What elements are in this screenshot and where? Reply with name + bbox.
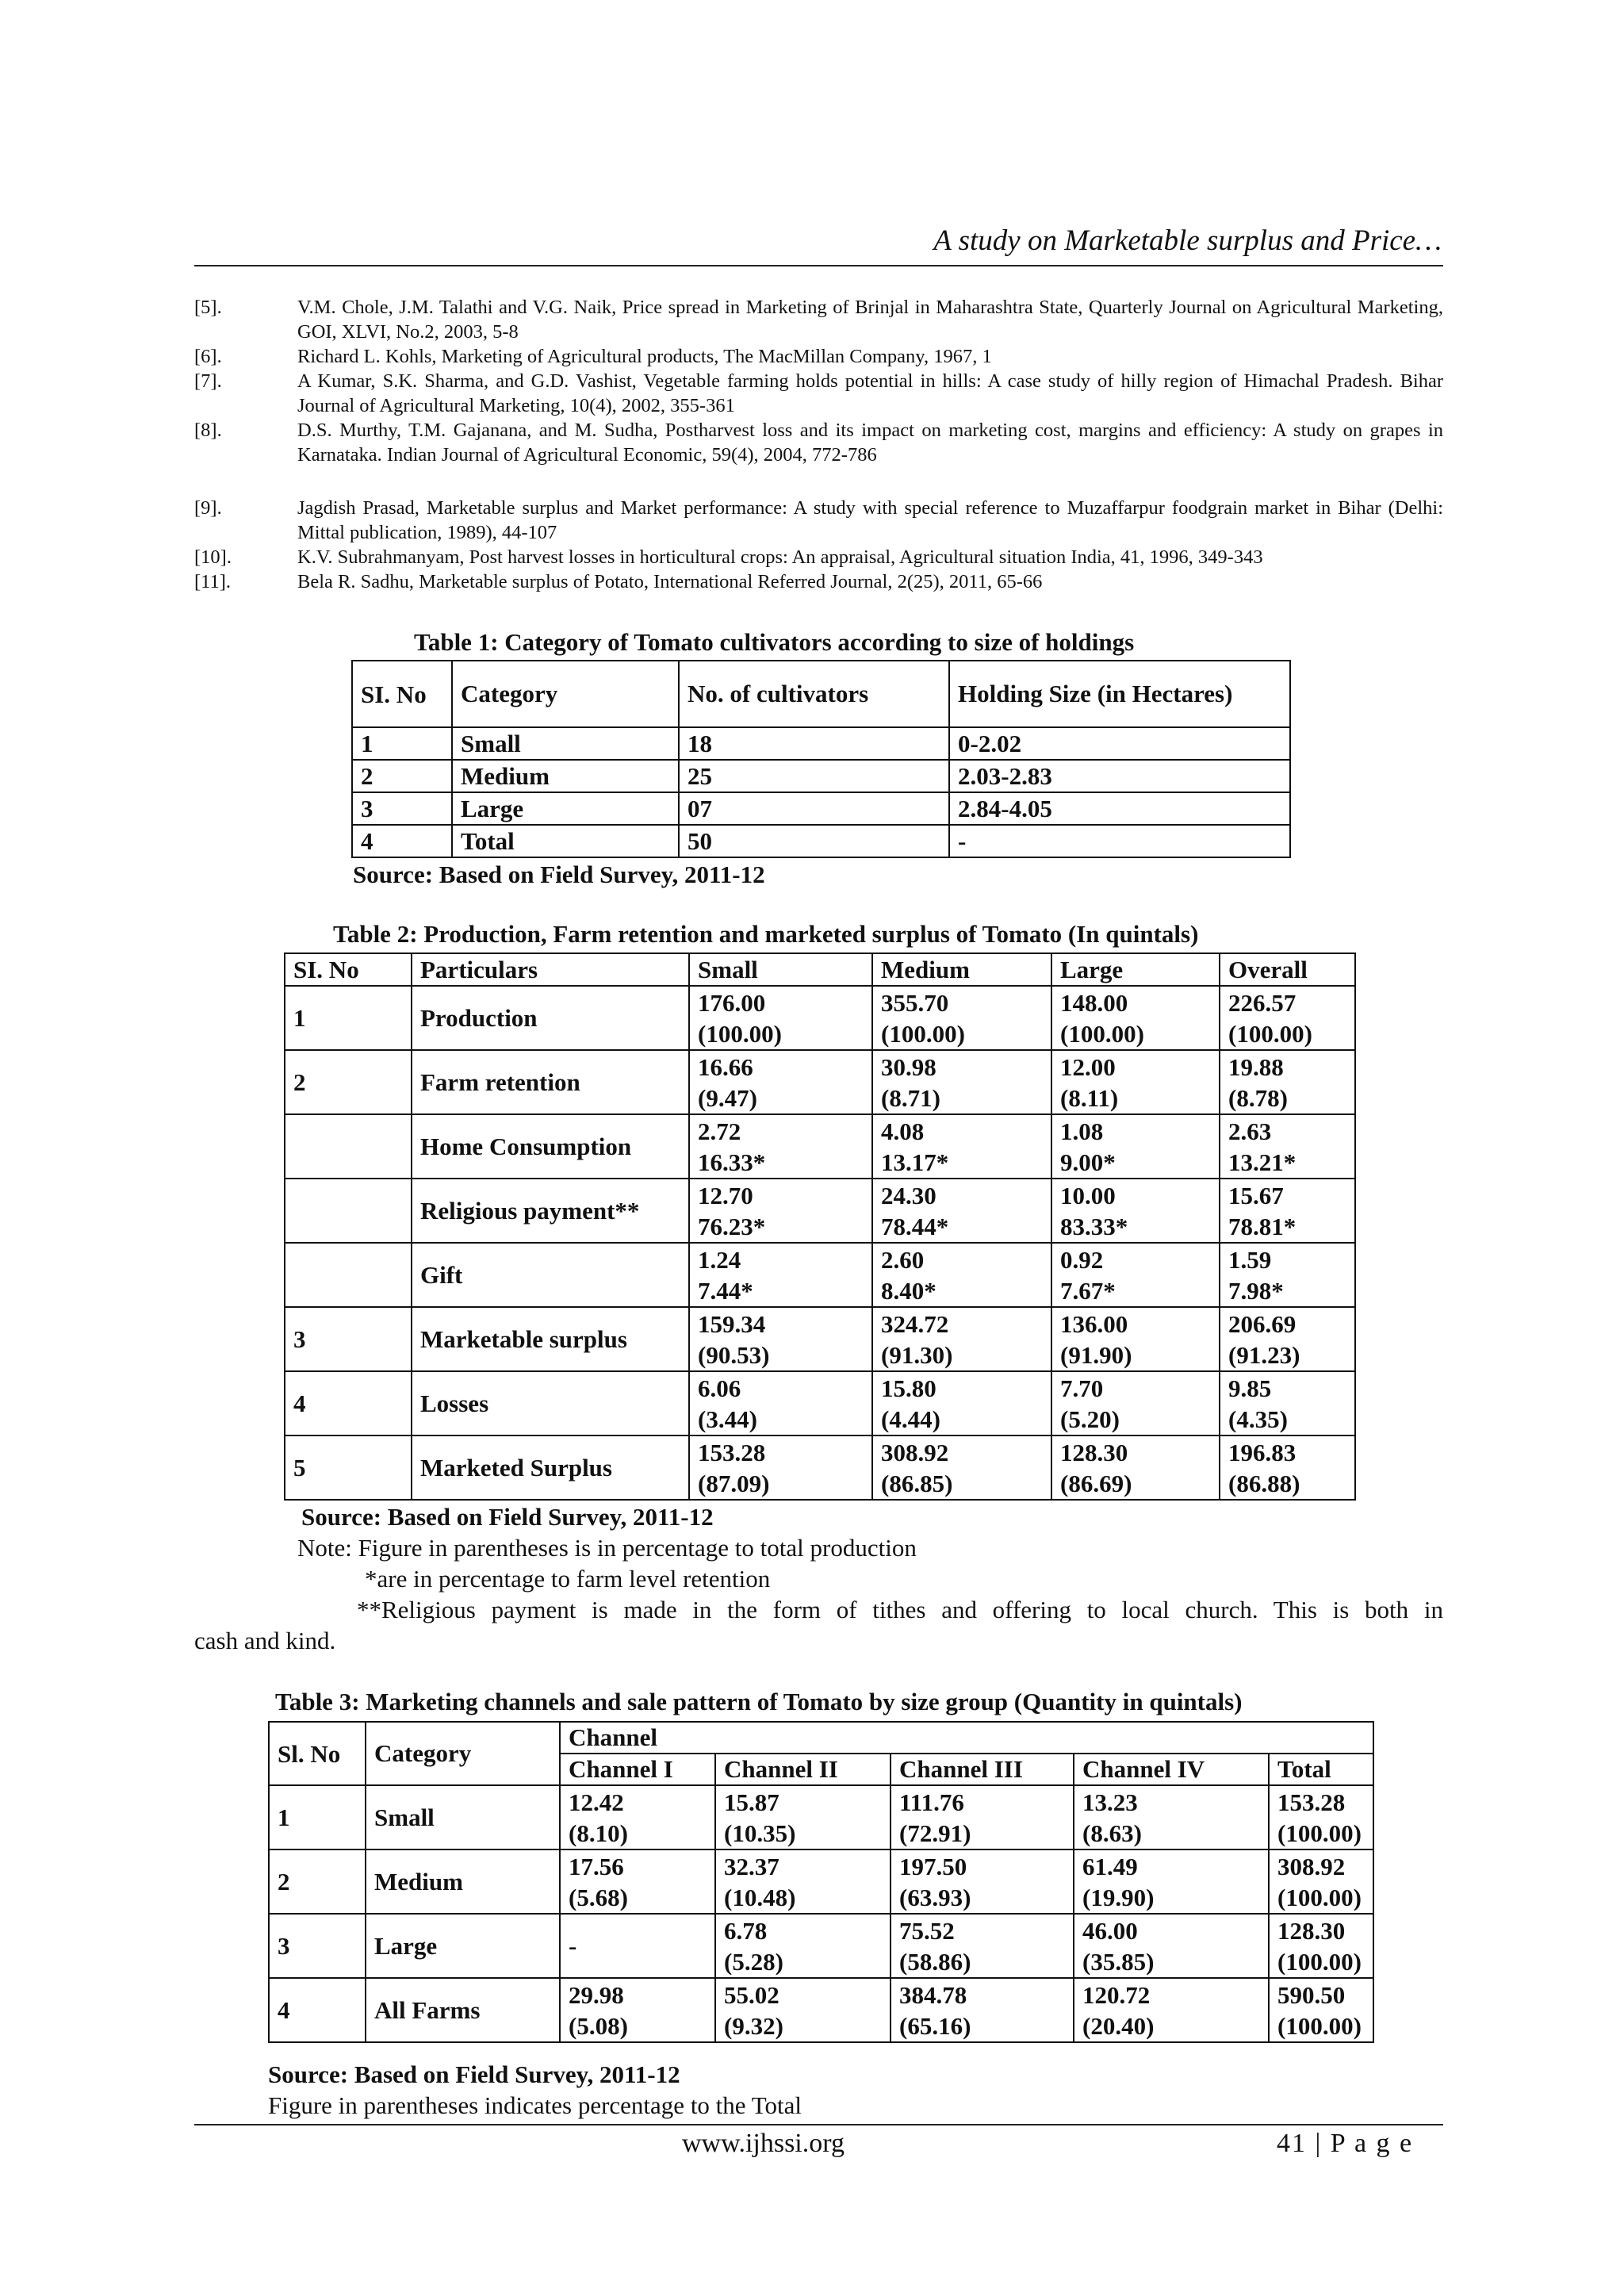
reference-number: [5]. (194, 297, 222, 318)
table3-cell-total-line: 153.28 (1277, 1788, 1346, 1816)
table2-cell-medium-line: 324.72 (881, 1309, 949, 1338)
table3-cell-total-line: (100.00) (1277, 2011, 1362, 2040)
table3-cell-ch1-line: (8.10) (569, 1819, 628, 1847)
table2-cell-large (1051, 1371, 1220, 1435)
table3-cell-ch2 (715, 1978, 891, 2042)
reference-item (194, 496, 1443, 545)
table1-header-cultivators: No. of cultivators (679, 661, 949, 727)
table2-cell-overall (1220, 1371, 1355, 1435)
reference-number: [11]. (194, 571, 232, 592)
table-row (352, 760, 1290, 792)
footer-website: www.ijhssi.org (682, 2129, 845, 2158)
table3-cell-ch4-line: (19.90) (1082, 1883, 1155, 1911)
table2-cell-particulars: Losses (412, 1371, 689, 1435)
table2-cell-large-line: 7.67* (1060, 1276, 1116, 1305)
table3-cell-ch1 (560, 1978, 715, 2042)
table2-cell-medium-line: (4.44) (881, 1405, 940, 1433)
table2-cell-large-line: 1.08 (1060, 1117, 1104, 1145)
table2-cell-large-line: 128.30 (1060, 1438, 1128, 1466)
table1-cell-category: Medium (452, 760, 679, 792)
table3-cell-ch4-line: 61.49 (1082, 1852, 1138, 1880)
table2-note-asterisk: *are in percentage to farm level retention (365, 1565, 771, 1593)
table2-cell-overall (1220, 1307, 1355, 1371)
table2-note-parentheses: Note: Figure in parentheses is in percentage to total production (297, 1534, 917, 1562)
table2-cell-large-line: 0.92 (1060, 1245, 1104, 1274)
table3-cell-sl: 4 (269, 1978, 366, 2042)
reference-number: [6]. (194, 346, 222, 367)
table2-cell-medium (872, 1114, 1051, 1179)
table3-cell-total-line: 590.50 (1277, 1980, 1346, 2009)
table3-cell-ch4-line: (35.85) (1082, 1947, 1155, 1976)
table2-cell-sl: 3 (285, 1307, 412, 1371)
table-row (285, 1307, 1355, 1371)
table2-cell-small-line: 7.44* (698, 1276, 753, 1305)
table3-cell-ch1-line: (5.68) (569, 1883, 628, 1911)
table3-cell-ch3-line: 111.76 (899, 1788, 964, 1816)
table3-cell-ch3-line: (65.16) (899, 2011, 971, 2040)
table-row (269, 1849, 1373, 1914)
reference-text: A Kumar, S.K. Sharma, and G.D. Vashist, Vegetable farming holds potential in hills: A case study of hilly region of Himachal Pradesh. Bihar Journal of Agricultural Marketing, 10(4), 2002, 355-361 (297, 370, 1443, 416)
table2-cell-small-line: (9.47) (698, 1083, 757, 1112)
table2-cell-small-line: 16.33* (698, 1148, 766, 1176)
table2-cell-medium (872, 1371, 1051, 1435)
table3-cell-ch2-line: 6.78 (724, 1916, 768, 1945)
table2-cell-particulars: Marketable surplus (412, 1307, 689, 1371)
table2-cell-particulars: Religious payment** (412, 1179, 689, 1243)
table3-header-channel: Channel (560, 1722, 1373, 1754)
table1-caption: Table 1: Category of Tomato cultivators according to size of holdings (414, 628, 1135, 656)
table1-cell-sl: 4 (352, 825, 452, 857)
table1 (351, 660, 1291, 858)
table2-cell-large-line: 148.00 (1060, 988, 1128, 1017)
reference-text: V.M. Chole, J.M. Talathi and V.G. Naik, Price spread in Marketing of Brinjal in Maharashtra State, Quarterly Journal on Agricultural Marketing, GOI, XLVI, No.2, 2003, 5-8 (297, 297, 1443, 343)
table3-cell-ch3-line: 384.78 (899, 1980, 967, 2009)
table-row (352, 727, 1290, 760)
table3-cell-ch2-line: (5.28) (724, 1947, 783, 1976)
table3-cell-ch2-line: (9.32) (724, 2011, 783, 2040)
table1-header-row (352, 661, 1290, 727)
table2-cell-small-line: 76.23* (698, 1212, 766, 1240)
table2-cell-large (1051, 1243, 1220, 1307)
table3-header-category: Category (366, 1722, 560, 1785)
table2-cell-overall-line: 2.63 (1228, 1117, 1272, 1145)
table2-cell-small-line: (87.09) (698, 1469, 770, 1497)
header-rule (194, 265, 1443, 266)
table2-cell-overall (1220, 1243, 1355, 1307)
table3-cell-total (1269, 1914, 1373, 1978)
table2-cell-large-line: 83.33* (1060, 1212, 1128, 1240)
table2-cell-large-line: 9.00* (1060, 1148, 1116, 1176)
table3-cell-sl: 3 (269, 1914, 366, 1978)
table2-cell-large (1051, 1114, 1220, 1179)
table1-cell-category: Large (452, 792, 679, 825)
reference-number: [10]. (194, 546, 232, 568)
table3-cell-ch3 (891, 1849, 1074, 1914)
table3-header-row-1 (269, 1722, 1373, 1754)
table-row (285, 1435, 1355, 1500)
table2-cell-overall-line: (100.00) (1228, 1019, 1312, 1048)
table3-cell-total-line: 308.92 (1277, 1852, 1346, 1880)
table1-header-sl: SI. No (352, 661, 452, 727)
table3-header-channel-1: Channel I (560, 1754, 715, 1785)
table2-cell-medium-line: 2.60 (881, 1245, 925, 1274)
table2-cell-large-line: 12.00 (1060, 1052, 1116, 1081)
table1-header-holding: Holding Size (in Hectares) (949, 661, 1290, 727)
reference-item (194, 418, 1443, 467)
reference-item (194, 295, 1443, 344)
reference-text: K.V. Subrahmanyam, Post harvest losses in horticultural crops: An appraisal, Agricultural situation India, 41, 1996, 349-343 (297, 546, 1263, 568)
table1-cell-holding: 2.84-4.05 (949, 792, 1290, 825)
table3-cell-sl: 2 (269, 1849, 366, 1914)
table3-note: Figure in parentheses indicates percentage to the Total (268, 2091, 802, 2119)
table-row (352, 792, 1290, 825)
table3-header-sl: Sl. No (269, 1722, 366, 1785)
table1-cell-holding: - (949, 825, 1290, 857)
table3-caption: Table 3: Marketing channels and sale pattern of Tomato by size group (Quantity in quintals) (275, 1688, 1243, 1715)
footer-page-number: 41 | P a g e (1277, 2129, 1414, 2158)
table2-cell-large-line: (5.20) (1060, 1405, 1120, 1433)
table3 (268, 1721, 1374, 2043)
table2-cell-medium-line: 13.17* (881, 1148, 949, 1176)
table2-cell-sl (285, 1243, 412, 1307)
table3-cell-category: All Farms (366, 1978, 560, 2042)
table2-header-sl: SI. No (285, 953, 412, 986)
table2-cell-small (689, 1307, 872, 1371)
table-row (269, 1978, 1373, 2042)
table3-header-channel-3: Channel III (891, 1754, 1074, 1785)
table2-cell-sl: 5 (285, 1435, 412, 1500)
table2-cell-medium-line: 30.98 (881, 1052, 936, 1081)
table2-caption: Table 2: Production, Farm retention and marketed surplus of Tomato (In quintals) (333, 920, 1199, 948)
table2-cell-medium-line: (86.85) (881, 1469, 953, 1497)
table2-cell-overall-line: 206.69 (1228, 1309, 1297, 1338)
table3-cell-ch3-line: (72.91) (899, 1819, 971, 1847)
table2-cell-overall (1220, 1179, 1355, 1243)
table3-cell-category: Large (366, 1914, 560, 1978)
table2-cell-small (689, 986, 872, 1050)
table1-cell-holding: 0-2.02 (949, 727, 1290, 760)
reference-item (194, 369, 1443, 418)
table2-cell-small (689, 1435, 872, 1500)
table1-header-category: Category (452, 661, 679, 727)
table2-cell-medium-line: 8.40* (881, 1276, 936, 1305)
table-row (285, 986, 1355, 1050)
reference-text: Richard L. Kohls, Marketing of Agricultural products, The MacMillan Company, 1967, 1 (297, 346, 992, 367)
table2-cell-overall (1220, 1114, 1355, 1179)
table2-cell-medium (872, 1435, 1051, 1500)
table3-cell-total (1269, 1978, 1373, 2042)
table2-cell-medium-line: 4.08 (881, 1117, 925, 1145)
table2-cell-overall-line: (86.88) (1228, 1469, 1300, 1497)
table2-header-particulars: Particulars (412, 953, 689, 986)
table3-cell-ch4 (1074, 1785, 1269, 1849)
table2-cell-large (1051, 1307, 1220, 1371)
table3-cell-ch3-line: 75.52 (899, 1916, 955, 1945)
table2-cell-small-line: 16.66 (698, 1052, 753, 1081)
footer-rule (194, 2124, 1443, 2125)
reference-number: [8]. (194, 420, 222, 441)
table2-cell-medium (872, 1243, 1051, 1307)
table3-header-channel-4: Channel IV (1074, 1754, 1269, 1785)
table3-cell-ch2-line: (10.35) (724, 1819, 796, 1847)
table3-cell-sl: 1 (269, 1785, 366, 1849)
table3-cell-ch2-line: 15.87 (724, 1788, 779, 1816)
table3-cell-ch4 (1074, 1849, 1269, 1914)
table3-cell-ch1-line: (5.08) (569, 2011, 628, 2040)
table-row (285, 1371, 1355, 1435)
table3-cell-ch3 (891, 1914, 1074, 1978)
table2-cell-large (1051, 1050, 1220, 1114)
reference-number: [7]. (194, 370, 222, 392)
table2-cell-overall-line: 226.57 (1228, 988, 1297, 1017)
table-row (285, 1114, 1355, 1179)
table2-cell-medium-line: 24.30 (881, 1181, 936, 1209)
table3-body (269, 1785, 1373, 2042)
table2 (284, 953, 1356, 1501)
table2-cell-large-line: (8.11) (1060, 1083, 1119, 1112)
table-row (285, 1179, 1355, 1243)
table3-header-channel-2: Channel II (715, 1754, 891, 1785)
table2-cell-medium-line: (91.30) (881, 1340, 953, 1369)
table2-cell-overall (1220, 1435, 1355, 1500)
table3-cell-ch2-line: 55.02 (724, 1980, 779, 2009)
table2-cell-small-line: 6.06 (698, 1374, 741, 1402)
reference-text: D.S. Murthy, T.M. Gajanana, and M. Sudha, Postharvest loss and its impact on marketing cost, margins and efficiency: A study on grapes in Karnataka. Indian Journal of Agricultural Economic, 59(4), 2004, 772-786 (297, 420, 1443, 466)
table2-cell-sl: 4 (285, 1371, 412, 1435)
table2-source: Source: Based on Field Survey, 2011-12 (301, 1503, 714, 1531)
table1-cell-sl: 1 (352, 727, 452, 760)
table2-cell-medium (872, 1179, 1051, 1243)
table2-cell-large-line: (86.69) (1060, 1469, 1132, 1497)
table2-cell-overall-line: 15.67 (1228, 1181, 1284, 1209)
table2-cell-overall (1220, 986, 1355, 1050)
table2-cell-medium-line: (100.00) (881, 1019, 965, 1048)
table-row (269, 1785, 1373, 1849)
table3-cell-ch2 (715, 1914, 891, 1978)
table-row (269, 1914, 1373, 1978)
table2-header-small: Small (689, 953, 872, 986)
table3-cell-ch2-line: 32.37 (724, 1852, 779, 1880)
table2-header-row (285, 953, 1355, 986)
table3-cell-total (1269, 1849, 1373, 1914)
table2-cell-particulars: Gift (412, 1243, 689, 1307)
table3-cell-total-line: 128.30 (1277, 1916, 1346, 1945)
table2-note-cash-kind: cash and kind. (194, 1627, 336, 1654)
table3-header-total: Total (1269, 1754, 1373, 1785)
table3-cell-ch4-line: 13.23 (1082, 1788, 1138, 1816)
table2-cell-large (1051, 1179, 1220, 1243)
table2-cell-particulars: Home Consumption (412, 1114, 689, 1179)
table2-cell-small (689, 1114, 872, 1179)
table1-cell-cultivators: 25 (679, 760, 949, 792)
table2-cell-small-line: (3.44) (698, 1405, 757, 1433)
table3-cell-ch4-line: 120.72 (1082, 1980, 1151, 2009)
table3-cell-total-line: (100.00) (1277, 1883, 1362, 1911)
table2-cell-small-line: (100.00) (698, 1019, 782, 1048)
table2-cell-particulars: Farm retention (412, 1050, 689, 1114)
table2-cell-small (689, 1371, 872, 1435)
table1-cell-holding: 2.03-2.83 (949, 760, 1290, 792)
table1-cell-category: Small (452, 727, 679, 760)
table2-cell-overall-line: 78.81* (1228, 1212, 1297, 1240)
table2-cell-large-line: 7.70 (1060, 1374, 1104, 1402)
table2-cell-medium (872, 986, 1051, 1050)
running-header-title: A study on Marketable surplus and Price… (933, 224, 1442, 257)
table3-cell-ch4 (1074, 1914, 1269, 1978)
table2-cell-small (689, 1179, 872, 1243)
table2-cell-small-line: (90.53) (698, 1340, 770, 1369)
table2-note-religious: **Religious payment is made in the form of tithes and offering to local church. This is both in (357, 1596, 1443, 1623)
table3-cell-total (1269, 1785, 1373, 1849)
table2-cell-medium-line: 355.70 (881, 988, 949, 1017)
table2-cell-sl (285, 1114, 412, 1179)
table1-cell-sl: 2 (352, 760, 452, 792)
table2-cell-large-line: 136.00 (1060, 1309, 1128, 1338)
table2-cell-overall-line: 1.59 (1228, 1245, 1272, 1274)
table3-cell-ch4-line: (8.63) (1082, 1819, 1142, 1847)
table3-cell-ch1-line: 12.42 (569, 1788, 624, 1816)
table1-cell-sl: 3 (352, 792, 452, 825)
table3-cell-category: Small (366, 1785, 560, 1849)
table2-cell-sl: 2 (285, 1050, 412, 1114)
reference-item (194, 545, 1443, 569)
table3-cell-ch3-line: 197.50 (899, 1852, 967, 1880)
table1-cell-category: Total (452, 825, 679, 857)
table3-cell-category: Medium (366, 1849, 560, 1914)
table2-cell-large-line: (91.90) (1060, 1340, 1132, 1369)
table2-header-overall: Overall (1220, 953, 1355, 986)
table3-cell-total-line: (100.00) (1277, 1819, 1362, 1847)
table-row (285, 1243, 1355, 1307)
table2-cell-large-line: (100.00) (1060, 1019, 1144, 1048)
table3-cell-ch1-line: 29.98 (569, 1980, 624, 2009)
table2-cell-overall-line: 19.88 (1228, 1052, 1284, 1081)
reference-item (194, 569, 1443, 594)
table2-cell-overall-line: 196.83 (1228, 1438, 1297, 1466)
table2-cell-large-line: 10.00 (1060, 1181, 1116, 1209)
table3-cell-ch3-line: (58.86) (899, 1947, 971, 1976)
table-row (352, 825, 1290, 857)
table3-cell-ch2-line: (10.48) (724, 1883, 796, 1911)
table2-cell-medium-line: (8.71) (881, 1083, 940, 1112)
table3-cell-ch3 (891, 1785, 1074, 1849)
table2-notes (194, 1532, 1443, 1656)
table2-cell-small (689, 1050, 872, 1114)
table2-cell-medium-line: 78.44* (881, 1212, 949, 1240)
table2-cell-medium-line: 15.80 (881, 1374, 936, 1402)
table1-cell-cultivators: 50 (679, 825, 949, 857)
table2-header-large: Large (1051, 953, 1220, 986)
table2-cell-overall-line: (8.78) (1228, 1083, 1288, 1112)
table2-cell-small-line: 159.34 (698, 1309, 766, 1338)
table2-cell-small-line: 153.28 (698, 1438, 766, 1466)
table3-cell-total-line: (100.00) (1277, 1947, 1362, 1976)
table2-cell-medium (872, 1307, 1051, 1371)
table2-cell-large (1051, 986, 1220, 1050)
table2-cell-small-line: 176.00 (698, 988, 766, 1017)
table2-cell-small-line: 1.24 (698, 1245, 741, 1274)
table3-cell-ch1 (560, 1849, 715, 1914)
table2-cell-overall-line: (91.23) (1228, 1340, 1300, 1369)
references-list (194, 295, 1443, 594)
table2-cell-overall-line: (4.35) (1228, 1405, 1288, 1433)
table3-cell-ch1-line: - (569, 1932, 577, 1960)
table2-cell-overall-line: 7.98* (1228, 1276, 1284, 1305)
table3-cell-ch3 (891, 1978, 1074, 2042)
table3-cell-ch1 (560, 1914, 715, 1978)
table3-cell-ch2 (715, 1785, 891, 1849)
table2-cell-small-line: 2.72 (698, 1117, 741, 1145)
table2-cell-small-line: 12.70 (698, 1181, 753, 1209)
table2-cell-particulars: Production (412, 986, 689, 1050)
table1-cell-cultivators: 07 (679, 792, 949, 825)
table3-cell-ch3-line: (63.93) (899, 1883, 971, 1911)
table3-cell-ch4 (1074, 1978, 1269, 2042)
table3-cell-ch4-line: 46.00 (1082, 1916, 1138, 1945)
table2-cell-small (689, 1243, 872, 1307)
table2-header-medium: Medium (872, 953, 1051, 986)
table2-cell-sl: 1 (285, 986, 412, 1050)
reference-text: Bela R. Sadhu, Marketable surplus of Potato, International Referred Journal, 2(25), 2011, 65-66 (297, 571, 1043, 592)
reference-number: [9]. (194, 497, 222, 519)
reference-text: Jagdish Prasad, Marketable surplus and Market performance: A study with special reference to Muzaffarpur foodgrain market in Bihar (Delhi: Mittal publication, 1989), 44-107 (297, 497, 1443, 543)
table2-cell-sl (285, 1179, 412, 1243)
table2-cell-particulars: Marketed Surplus (412, 1435, 689, 1500)
table2-cell-large (1051, 1435, 1220, 1500)
table1-body (352, 727, 1290, 857)
table2-cell-overall-line: 9.85 (1228, 1374, 1272, 1402)
table3-cell-ch4-line: (20.40) (1082, 2011, 1155, 2040)
table2-cell-overall-line: 13.21* (1228, 1148, 1297, 1176)
table2-body (285, 986, 1355, 1500)
table3-cell-ch1-line: 17.56 (569, 1852, 624, 1880)
table3-cell-ch2 (715, 1849, 891, 1914)
table1-cell-cultivators: 18 (679, 727, 949, 760)
table2-cell-overall (1220, 1050, 1355, 1114)
table2-cell-medium (872, 1050, 1051, 1114)
table2-cell-medium-line: 308.92 (881, 1438, 949, 1466)
reference-item (194, 344, 1443, 369)
table-row (285, 1050, 1355, 1114)
table3-cell-ch1 (560, 1785, 715, 1849)
table3-source: Source: Based on Field Survey, 2011-12 (268, 2060, 680, 2088)
table1-source: Source: Based on Field Survey, 2011-12 (353, 861, 765, 888)
